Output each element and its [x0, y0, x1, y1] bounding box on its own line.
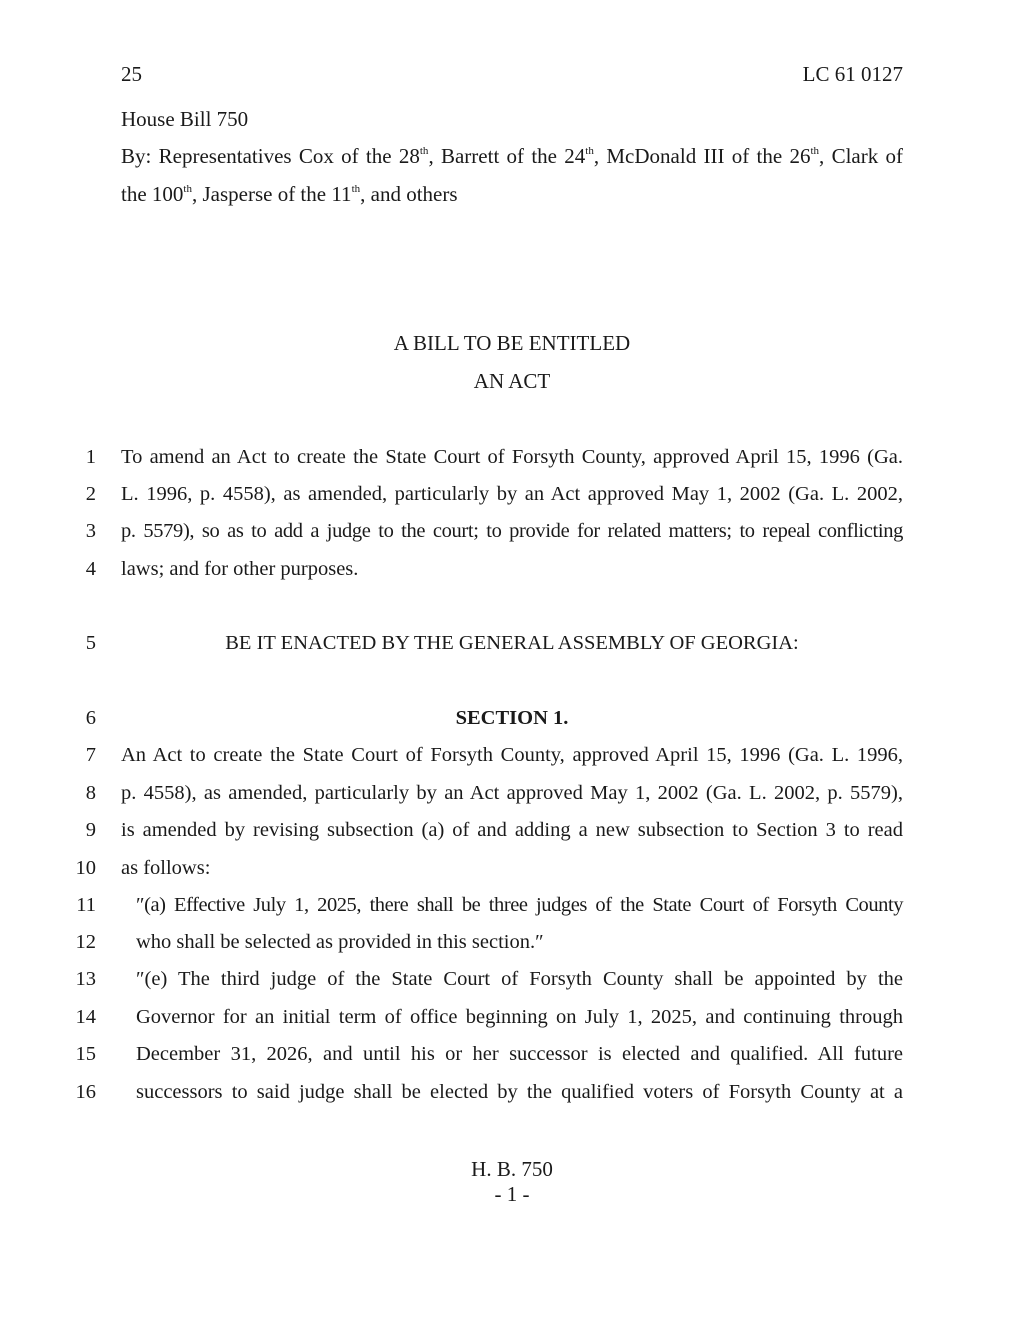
body-line: successors to said judge shall be elected by the qualified voters of Forsyth County at a — [136, 1081, 903, 1103]
body-line: ″(e) The third judge of the State Court of Forsyth County shall be appointed by the — [136, 968, 903, 990]
line-number: 3 — [85, 520, 96, 542]
body-line: L. 1996, p. 4558), as amended, particularly by an Act approved May 1, 2002 (Ga. L. 2002, — [121, 483, 903, 505]
bill-title: House Bill 750 — [121, 107, 249, 131]
body-line: is amended by revising subsection (a) of and adding a new subsection to Section 3 to read — [121, 819, 903, 841]
line-number: 12 — [75, 931, 96, 953]
section-heading: SECTION 1. — [455, 707, 569, 729]
line-number: 7 — [85, 744, 96, 766]
page-label: 25 — [121, 62, 142, 86]
line-number: 10 — [75, 857, 96, 879]
line-number: 8 — [85, 782, 96, 804]
footer-page-number: - 1 - — [494, 1182, 530, 1206]
document-code: LC 61 0127 — [802, 62, 903, 86]
body-line: p. 5579), so as to add a judge to the court; to provide for related matters; to repeal conflicting — [121, 520, 903, 542]
body-line: p. 4558), as amended, particularly by an Act approved May 1, 2002 (Ga. L. 2002, p. 5579), — [121, 782, 903, 804]
act-heading: AN ACT — [473, 369, 551, 393]
body-line: An Act to create the State Court of Forsyth County, approved April 15, 1996 (Ga. L. 1996, — [121, 744, 903, 766]
line-number: 14 — [75, 1006, 96, 1028]
enacting-clause: BE IT ENACTED BY THE GENERAL ASSEMBLY OF GEORGIA: — [225, 632, 799, 654]
body-line: To amend an Act to create the State Court of Forsyth County, approved April 15, 1996 (Ga. — [121, 446, 903, 468]
line-number: 13 — [75, 968, 96, 990]
line-number: 1 — [85, 446, 96, 468]
line-number: 5 — [85, 632, 96, 654]
line-number: 11 — [76, 894, 96, 916]
line-number: 16 — [75, 1081, 96, 1103]
sponsors-line-1: By: Representatives Cox of the 28th, Barrett of the 24th, McDonald III of the 26th, Clark of — [121, 144, 903, 168]
line-number: 6 — [85, 707, 96, 729]
line-number: 4 — [85, 558, 96, 580]
body-line: as follows: — [121, 857, 211, 879]
body-line: Governor for an initial term of office beginning on July 1, 2025, and continuing through — [136, 1006, 903, 1028]
body-line: who shall be selected as provided in this section.″ — [136, 931, 544, 953]
line-number: 2 — [85, 483, 96, 505]
body-line: December 31, 2026, and until his or her successor is elected and qualified. All future — [136, 1043, 903, 1065]
line-number: 15 — [75, 1043, 96, 1065]
body-line: ″(a) Effective July 1, 2025, there shall be three judges of the State Court of Forsyth County — [136, 894, 903, 916]
line-number: 9 — [85, 819, 96, 841]
footer-bill-ref: H. B. 750 — [471, 1157, 553, 1181]
sponsors-line-2: the 100th, Jasperse of the 11th, and others — [121, 182, 458, 206]
body-line: laws; and for other purposes. — [121, 558, 359, 580]
bill-heading: A BILL TO BE ENTITLED — [393, 331, 631, 355]
